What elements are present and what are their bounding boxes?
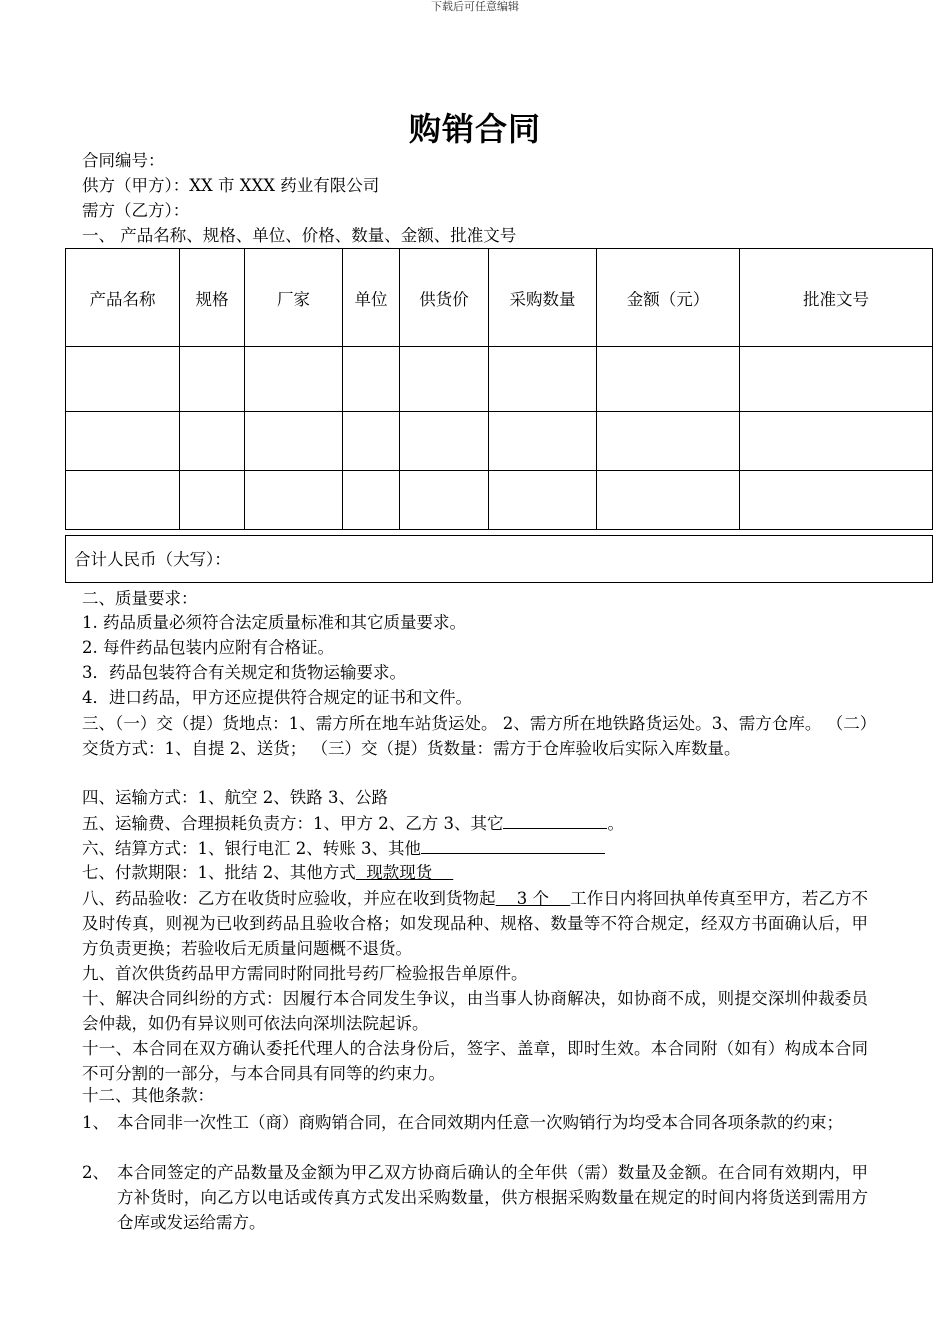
table-row — [66, 347, 933, 412]
column-header-quantity: 采购数量 — [489, 249, 597, 347]
table-cell[interactable] — [597, 412, 740, 471]
table-cell[interactable] — [245, 347, 343, 412]
table-cell[interactable] — [66, 412, 180, 471]
table-cell[interactable] — [180, 471, 245, 530]
supplier-field: 供方（甲方）：XX 市 XXX 药业有限公司 — [82, 176, 380, 195]
table-cell[interactable] — [489, 471, 597, 530]
table-cell[interactable] — [66, 471, 180, 530]
section-5-end: 。 — [607, 814, 624, 833]
table-cell[interactable] — [740, 471, 933, 530]
product-table — [65, 248, 933, 530]
section-4-transport: 四、运输方式：1、航空 2、铁路 3、公路 — [82, 788, 388, 807]
section-8-text-a: 八、药品验收：乙方在收货时应验收，并应在收到货物起 — [82, 889, 496, 908]
quality-item: 1. 药品质量必须符合法定质量标准和其它质量要求。 — [82, 613, 466, 632]
column-header-unit: 单位 — [343, 249, 400, 347]
section-12-heading: 十二、其他条款： — [82, 1086, 214, 1105]
table-cell[interactable] — [740, 412, 933, 471]
total-amount-row: 合计人民币（大写）： — [65, 535, 933, 583]
other-term-item — [82, 1160, 868, 1235]
quality-item: 2. 每件药品包装内应附有合格证。 — [82, 638, 334, 657]
section-7-text: 七、付款期限：1、批结 2、其他方式 — [82, 863, 356, 882]
other-term-text: 本合同非一次性工（商）商购销合同，在合同效期内任意一次购销行为均受本合同各项条款的约束； — [117, 1113, 843, 1132]
table-cell[interactable] — [400, 412, 489, 471]
table-cell[interactable] — [740, 347, 933, 412]
table-header-row — [66, 249, 933, 347]
column-header-spec: 规格 — [180, 249, 245, 347]
other-term-text: 本合同签定的产品数量及金额为甲乙双方协商后确认的全年供（需）数量及金额。在合同有效期内，甲方补货时，向乙方以电话或传真方式发出采购数量，供方根据采购数量在规定的时间内将货送到需用方仓库或发运给需方。 — [117, 1163, 868, 1232]
table-cell[interactable] — [343, 471, 400, 530]
settlement-other-blank[interactable] — [421, 837, 605, 854]
table-cell[interactable] — [66, 347, 180, 412]
table-cell[interactable] — [180, 412, 245, 471]
section-10-dispute: 十、解决合同纠纷的方式：因履行本合同发生争议，由当事人协商解决，如协商不成，则提交深圳仲裁委员会仲裁，如仍有异议则可依法向深圳法院起诉。 — [82, 989, 868, 1033]
table-cell[interactable] — [245, 471, 343, 530]
section-11-effect: 十一、本合同在双方确认委托代理人的合法身份后，签字、盖章，即时生效。本合同附（如有）构成本合同不可分割的一部分，与本合同具有同等的约束力。 — [82, 1039, 868, 1083]
section-8-text-b: 工作日内将回执单传真至甲方，若乙方不及时传真，则视为已收到药品且验收合格；如发现品种、规格、数量等不符合规定，经双方书面确认后，甲方负责更换；若验收后无质量问题概不退货。 — [82, 889, 869, 958]
column-header-supply-price: 供货价 — [400, 249, 489, 347]
section-1-heading: 一、 产品名称、规格、单位、价格、数量、金额、批准文号 — [82, 226, 517, 245]
buyer-field: 需方（乙方）： — [82, 201, 190, 220]
section-5-text: 五、运输费、合理损耗负责方：1、甲方 2、乙方 3、其它 — [82, 814, 504, 833]
column-header-product-name: 产品名称 — [66, 249, 180, 347]
table-cell[interactable] — [597, 347, 740, 412]
table-cell[interactable] — [489, 347, 597, 412]
payment-method-value: 现款现货 — [355, 863, 454, 882]
section-3-delivery: 三、（一）交（提）货地点：1、需方所在地车站货运处。 2、需方所在地铁路货运处。3、需方仓库。 （二）交货方式：1、自提 2、送货； （三）交（提）货数量：需方于仓库验收后实际入库数量。 — [82, 714, 868, 758]
table-cell[interactable] — [597, 471, 740, 530]
table-cell[interactable] — [245, 412, 343, 471]
table-row — [66, 471, 933, 530]
column-header-manufacturer: 厂家 — [245, 249, 343, 347]
section-7-payment — [82, 862, 453, 884]
section-5-freight — [82, 812, 624, 835]
table-cell[interactable] — [489, 412, 597, 471]
column-header-approval-no: 批准文号 — [740, 249, 933, 347]
section-8-inspection — [82, 886, 868, 961]
table-cell[interactable] — [180, 347, 245, 412]
section-6-settlement — [82, 837, 605, 860]
other-term-number: 1、 — [82, 1113, 109, 1132]
freight-other-blank[interactable] — [503, 812, 607, 829]
table-cell[interactable] — [400, 471, 489, 530]
section-2-heading: 二、质量要求： — [82, 589, 198, 608]
other-term-number: 2、 — [82, 1163, 109, 1182]
quality-item: 4．进口药品，甲方还应提供符合规定的证书和文件。 — [82, 688, 472, 707]
section-6-text: 六、结算方式：1、银行电汇 2、转账 3、其他 — [82, 839, 421, 858]
other-term-item — [82, 1110, 868, 1135]
table-cell[interactable] — [400, 347, 489, 412]
quality-item: 3．药品包装符合有关规定和货物运输要求。 — [82, 663, 406, 682]
contract-number-field: 合同编号： — [82, 151, 165, 170]
document-title: 购销合同 — [408, 110, 541, 148]
table-cell[interactable] — [343, 412, 400, 471]
section-9: 九、首次供货药品甲方需同时附同批号药厂检验报告单原件。 — [82, 964, 528, 983]
inspection-days-value: 3 个 — [495, 889, 571, 908]
header-note: 下载后可任意编辑 — [431, 0, 519, 13]
table-row — [66, 412, 933, 471]
table-cell[interactable] — [343, 347, 400, 412]
column-header-amount: 金额（元） — [597, 249, 740, 347]
